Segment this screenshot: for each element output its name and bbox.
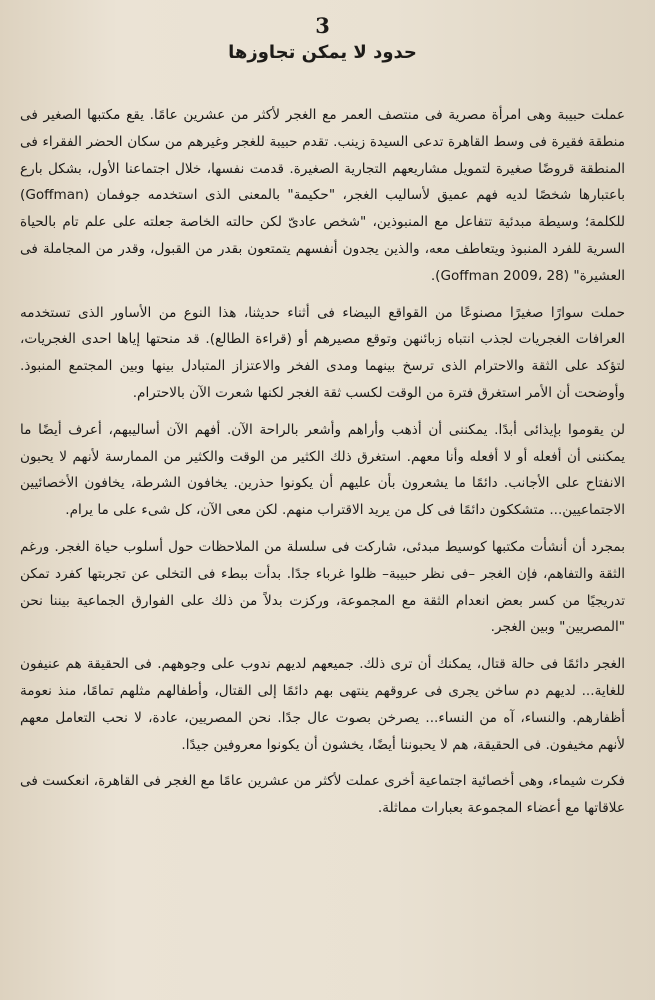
paragraph-bracelet: حملت سوارًا صغيرًا مصنوعًا من القواقع البيضاء فى أثناء حديثنا، هذا النوع من الأساور الذى تستخدمه العرافات الغجريات لجذب انتباه زبائنهن وتوقع مصيرهم أو (قراءة الطالع). قد منحتها إياها احدى الغجريات، لتؤكد على الثقة والاحترام الذى ترسخ بينهما ومدى الفخر والاعتزاز المتبادل بينها وبين المجتمع المنبوذ. وأوضحت أن الأمر استغرق فترة من الوقت لكسب ثقة الغجر لكنها شعرت الآن بالاحترام.: [20, 304, 625, 401]
chapter-number: 3: [315, 13, 330, 38]
paragraph-shaimaa: فكرت شيماء، وهى أخصائية اجتماعية أخرى عملت لأكثر من عشرين عامًا مع الغجر فى القاهرة، انعكست فى علاقاتها مع أعضاء المجموعة بعبارات مماثلة.: [20, 773, 625, 817]
chapter-body: [20, 102, 625, 822]
paragraph-intro-habiba: عملت حبيبة وهى امرأة مصرية فى منتصف العمر مع الغجر لأكثر من عشرين عامًا. يقع مكتبها الصغير فى منطقة فقيرة فى وسط القاهرة تدعى السيدة زينب. تقدم حبيبة للغجر وغيرهم من سكان الحضر الفقراء فى المنطقة قروضًا صغيرة لتمويل مشاريعهم التجارية الصغيرة. قدمت نفسها، خلال اجتماعنا الأول، بشكل بارع باعتبارها شخصًا لديه فهم عميق لأساليب الغجر، "حكيمة" بالمعنى الذى استخدمه جوفمان (Goffman) للكلمة؛ وسيطة مبدئية تتفاعل مع المنبوذين، "شخص عادىّ لكن حالته الخاصة جعلته على علم تام بالحياة السرية للفرد المنبوذ ويتعاطف معه، والذين يجدون أنفسهم يتمتعون بقدر من القبول، وقدر من المجاملة فى العشيرة" (Goffman 2009، 28).: [20, 107, 625, 284]
quote-gypsies-fighting: الغجر دائمًا فى حالة قتال، يمكنك أن ترى ذلك. جميعهم لديهم ندوب على وجوههم. فى الحقيقة هم عنيفون للغاية... لديهم دم ساخن يجرى فى عروقهم ينتهى بهم دائمًا إلى القتال، وأطفالهم مثلهم تمامًا، منذ نعومة أظفارهم. والنساء، آه من النساء... يصرخن بصوت عال جدًا. نحن المصريين، عادة، لا نحب التعامل معهم لأنهم مخيفون. فى الحقيقة، هم لا يحبوننا أيضًا، يخشون أن يكونوا معروفين جيدًا.: [20, 656, 625, 753]
quote-habiba-trust: لن يقوموا بإيذائى أبدًا. يمكننى أن أذهب وأراهم وأشعر بالراحة الآن. أفهم الآن أساليبهم، أعرف أيضًا ما يمكننى أن أفعله أو لا أفعله وأنا معهم. استغرق ذلك الكثير من الوقت والكثير من الممارسة لأنهم لا يحبون الانفتاح على الأجانب. دائمًا ما يشعرون بأن عليهم أن يكونوا حذرين. يخافون الشرطة، يخافون الأخصائيين الاجتماعيين... متشككون دائمًا فى كل من يريد الاقتراب منهم. لكن معى الآن، كل شىء على ما يرام.: [20, 421, 625, 519]
chapter-title: حدود لا يمكن تجاوزها: [228, 42, 417, 63]
paragraph-observations: بمجرد أن أنشأت مكتبها كوسيط مبدئى، شاركت فى سلسلة من الملاحظات حول أسلوب حياة الغجر. ورغم الثقة والتفاهم، فإن الغجر –فى نظر حبيبة– ظلوا غرباء جدًا. بدأت ببطء فى التخلى عن تجربتها كفرد تمكن تدريجيًا من كسر بعض انعدام الثقة مع المجموعة، وركزت بدلاً من ذلك على الفوارق الجماعية بيننا نحن "المصريين" وبين الغجر.: [20, 538, 625, 636]
